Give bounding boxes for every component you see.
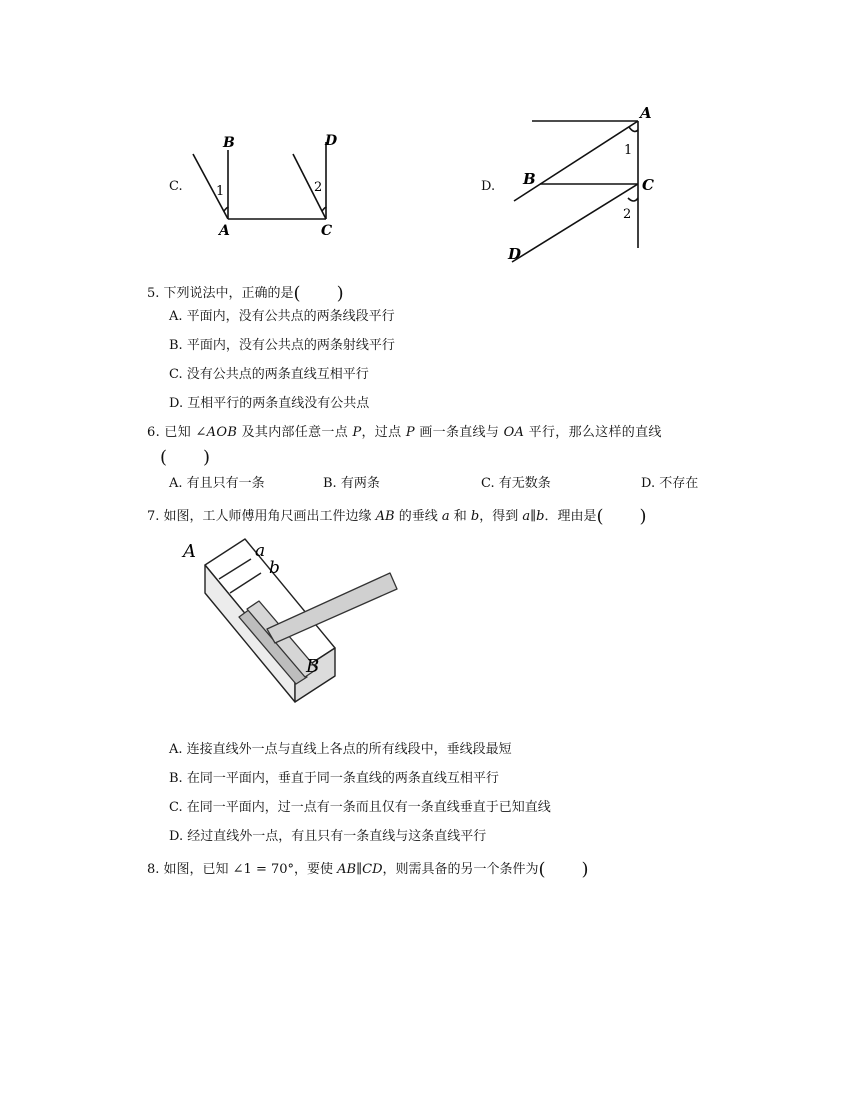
fig-d-label-2: 2: [623, 207, 632, 222]
q6-stem: [147, 421, 662, 440]
fig-d-label-c: C: [642, 176, 654, 194]
arc-1: [629, 127, 638, 131]
q5-option-b: B. 平面内，没有公共点的两条射线平行: [169, 338, 395, 353]
fig-d-label-1: 1: [624, 143, 633, 158]
line-cd: [512, 184, 638, 262]
fig-c-label-b: B: [223, 135, 235, 151]
q7-line-a: a: [441, 509, 450, 524]
q7-stem-part: ，得到: [479, 509, 523, 524]
q5-answer-paren: ( ): [293, 283, 344, 304]
fig-d-label-d: D: [508, 245, 522, 263]
q8-stem-part: ，则需具备的另一个条件为: [382, 862, 539, 877]
q5-stem-text: 5. 下列说法中，正确的是: [147, 286, 294, 301]
q7-parallel-expr: a∥b: [522, 509, 545, 524]
q6-point-p: P: [405, 425, 415, 440]
q8-answer-paren: ( ): [538, 859, 589, 880]
q7-edge-ab: AB: [375, 509, 395, 524]
q6-option-c: C. 有无数条: [481, 476, 551, 491]
q5-option-d: D. 互相平行的两条直线没有公共点: [169, 396, 370, 411]
q7-option-a: A. 连接直线外一点与直线上各点的所有线段中，垂线段最短: [169, 742, 512, 757]
fig-c-label-c: C: [321, 223, 333, 239]
q6-option-a: A. 有且只有一条: [169, 476, 265, 491]
q6-stem-part: 平行，那么这样的直线: [524, 425, 662, 440]
q6-paren-text: ( ): [160, 447, 211, 468]
fig-c-label-d: D: [325, 133, 338, 149]
fig7-label-a-upper: A: [183, 541, 196, 562]
figure-option-c: [185, 128, 345, 240]
q6-stem-part: 画一条直线与: [414, 425, 504, 440]
q7-option-c: C. 在同一平面内，过一点有一条而且仅有一条直线垂直于已知直线: [169, 800, 551, 815]
figure-workpiece-set-square: [175, 535, 410, 715]
q8-stem-part: 8. 如图，已知 ∠1 = 70°，要使: [147, 862, 338, 877]
q5-stem: [147, 279, 344, 305]
q6-angle-aob: AOB: [206, 425, 238, 440]
q8-parallel-expr: AB∥CD: [337, 862, 383, 877]
q6-stem-part: 及其内部任意一点: [237, 425, 353, 440]
fig-d-label-a: A: [640, 104, 652, 122]
q7-stem-part: 7. 如图，工人师傅用角尺画出工件边缘: [147, 509, 376, 524]
q6-stem-part: 6. 已知 ∠: [147, 425, 207, 440]
line-ab: [514, 121, 638, 201]
q7-stem-part: 的垂线: [394, 509, 442, 524]
fig-c-label-1: 1: [216, 184, 225, 199]
q7-stem-part: 和: [449, 509, 471, 524]
q7-option-b: B. 在同一平面内，垂直于同一条直线的两条直线互相平行: [169, 771, 499, 786]
q8-stem: [147, 855, 589, 881]
q6-answer-paren: [160, 443, 210, 469]
figure-option-d: [500, 100, 675, 265]
fig-c-label-2: 2: [314, 180, 323, 195]
q7-answer-paren: ( ): [596, 506, 647, 527]
fig7-label-b-lower: b: [269, 558, 280, 578]
q5-option-a: A. 平面内，没有公共点的两条线段平行: [169, 309, 395, 324]
q6-option-b: B. 有两条: [323, 476, 380, 491]
q6-ray-oa: OA: [503, 425, 525, 440]
fig-c-label-a: A: [219, 223, 230, 239]
q7-stem-part: ．理由是: [544, 509, 597, 524]
option-d-label: D.: [481, 179, 496, 194]
arc-2: [628, 198, 638, 201]
q6-stem-part: ，过点: [361, 425, 406, 440]
q6-point-p: P: [352, 425, 362, 440]
fig7-label-b-upper: B: [306, 656, 320, 677]
fig-d-label-b: B: [523, 170, 536, 188]
fig7-label-a-lower: a: [255, 541, 266, 561]
q7-line-b: b: [470, 509, 480, 524]
q5-option-c: C. 没有公共点的两条直线互相平行: [169, 367, 369, 382]
q6-option-d: D. 不存在: [641, 476, 699, 491]
q7-stem: [147, 502, 647, 528]
option-c-label: C.: [169, 179, 183, 194]
q7-option-d: D. 经过直线外一点，有且只有一条直线与这条直线平行: [169, 829, 487, 844]
